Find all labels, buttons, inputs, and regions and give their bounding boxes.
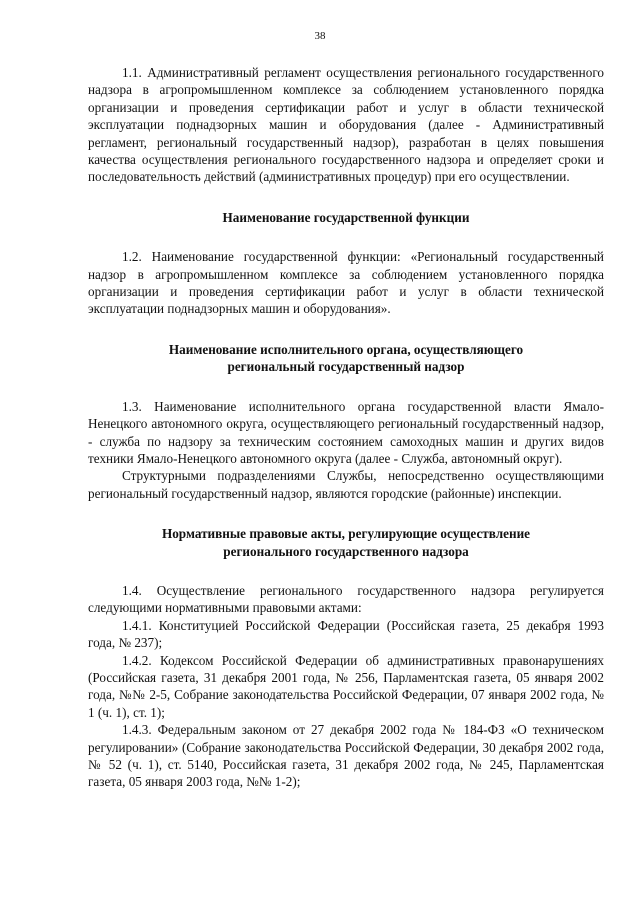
- paragraph-1-4-2: 1.4.2. Кодексом Российской Федерации об административных правонарушениях (Российская газета, 31 декабря 2001 года, № 256, Парламентская газета, 05 января 2002 года, №№ 2-5, Собрание законодательства Российской Федерации, 07 января 2002 года, № 1 (ч. 1), ст. 1);: [88, 652, 604, 720]
- paragraph-1-4-1: 1.4.1. Конституцией Российской Федерации (Российская газета, 25 декабря 1993 года, № 237);: [88, 617, 604, 651]
- heading-executive-organ: [88, 341, 604, 376]
- paragraph-1-4: 1.4. Осуществление регионального государственного надзора регулируется следующими нормативными правовыми актами:: [88, 582, 604, 616]
- paragraph-1-3-subdivisions: Структурными подразделениями Службы, непосредственно осуществляющими региональный государственный надзор, являются городские (районные) инспекции.: [88, 468, 604, 501]
- heading-legal-acts-line1: Нормативные правовые акты, регулирующие осуществление: [161, 526, 531, 542]
- heading-executive-organ-line1: Наименование исполнительного органа, осуществляющего: [168, 341, 524, 357]
- paragraph-1-4-3: 1.4.3. Федеральным законом от 27 декабря 2002 года № 184-ФЗ «О техническом регулировании» (Собрание законодательства Российской Федерации, 30 декабря 2002 года, № 52 (ч. 1), ст. 5140, Российская газета, 31 декабря 2002 года, № 245, Парламентская газета, 05 января 2003 года, №№ 1-2);: [88, 722, 604, 790]
- paragraph-1-1: 1.1. Административный регламент осуществления регионального государственного надзора в агропромышленном комплексе за соблюдением установленного порядка организации и проведения сертификации работ и услуг в области технической эксплуатации поднадзорных машин и оборудования (далее - Административный регламент, региональный государственный надзор), разработан в целях повышения качества осуществления регионального государственного надзора и определяет сроки и последовательность действий (административных процедур) при его осуществлении.: [88, 65, 604, 185]
- page-number: 38: [314, 30, 326, 42]
- heading-legal-acts-line2: регионального государственного надзора: [223, 543, 469, 559]
- paragraph-1-3: 1.3. Наименование исполнительного органа государственной власти Ямало-Ненецкого автономного округа, осуществляющего региональный государственный надзор, - служба по надзору за техническим состоянием самоходных машин и других видов техники Ямало-Ненецкого автономного округа (далее - Служба, автономный округ).: [88, 398, 604, 466]
- paragraph-1-2: 1.2. Наименование государственной функции: «Региональный государственный надзор в агропромышленном комплексе за соблюдением установленного порядка организации и проведения сертификации работ и услуг в области технической эксплуатации поднадзорных машин и оборудования».: [88, 249, 604, 317]
- document-body: [88, 64, 604, 791]
- heading-executive-organ-line2: региональный государственный надзор: [227, 359, 465, 375]
- heading-legal-acts: [88, 525, 604, 560]
- heading-function-name: Наименование государственной функции: [222, 209, 470, 225]
